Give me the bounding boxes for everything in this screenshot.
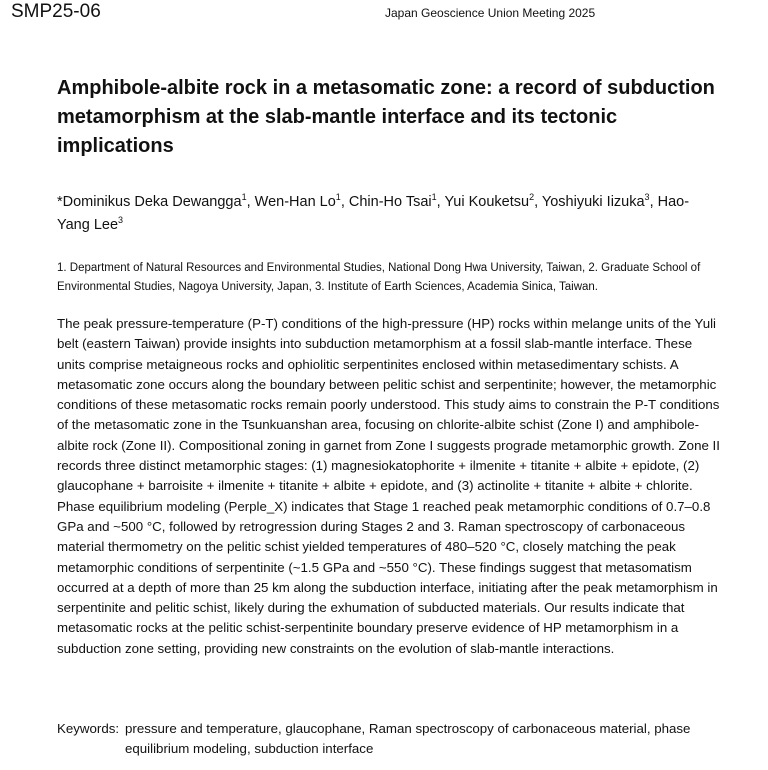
keywords-label: Keywords: bbox=[57, 721, 120, 736]
abstract-code: SMP25-06 bbox=[11, 1, 101, 22]
author bbox=[542, 194, 658, 210]
affiliations: 1. Department of Natural Resources and Environmental Studies, National Dong Hwa University, Taiwan, 2. Graduate School of Environmental Studies, Nagoya University, Japan, 3. Institute of Earth Sciences, Academia Sinica, Taiwan. bbox=[57, 262, 701, 293]
author-separator: , bbox=[246, 194, 255, 210]
author-affiliation-number: 2 bbox=[529, 192, 535, 202]
author bbox=[57, 194, 255, 210]
author-separator: , bbox=[534, 194, 542, 210]
author-name: Hao-Yang Lee bbox=[57, 194, 690, 233]
author bbox=[444, 194, 541, 210]
keywords-list: pressure and temperature, glaucophane, Raman spectroscopy of carbonaceous material, phase equilibrium modeling, subduction interface bbox=[125, 721, 691, 756]
author-affiliation-number: 1 bbox=[335, 192, 341, 202]
author-name: *Dominikus Deka Dewangga bbox=[57, 194, 242, 210]
author-name: Wen-Han Lo bbox=[254, 194, 336, 210]
author-affiliation-number: 3 bbox=[644, 192, 650, 202]
author bbox=[349, 194, 445, 210]
keywords bbox=[57, 719, 727, 759]
author-list bbox=[57, 191, 717, 237]
author-name: Yoshiyuki Iizuka bbox=[541, 194, 645, 210]
author-separator: , bbox=[649, 194, 658, 210]
meeting-name: Japan Geoscience Union Meeting 2025 bbox=[385, 6, 596, 20]
author-name: Yui Kouketsu bbox=[444, 194, 530, 210]
author-affiliation-number: 3 bbox=[118, 215, 124, 225]
author-affiliation-number: 1 bbox=[431, 192, 437, 202]
abstract-body: The peak pressure-temperature (P-T) conditions of the high-pressure (HP) rocks within melange units of the Yuli belt (eastern Taiwan) provide insights into subduction metamorphism at a fossil slab-mantle interface. These units comprise metaigneous rocks and ophiolitic serpentinites enclosed within metasedimentary schists. A metasomatic zone occurs along the boundary between pelitic schist and serpentinite; however, the metamorphic conditions of these metasomatic rocks remain poorly understood. This study aims to constrain the P-T conditions of the metasomatic zone in the Tsunkuanshan area, focusing on chlorite-albite schist (Zone I) and amphibole-albite rock (Zone II). Compositional zoning in garnet from Zone I suggests prograde metamorphic growth. Zone II records three distinct metamorphic stages: (1) magnesiokatophorite + ilmenite + titanite + albite + epidote, (2) glaucophane + barroisite + ilmenite + titanite + albite + epidote, and (3) actinolite + titanite + albite + chlorite. Phase equilibrium modeling (Perple_X) indicates that Stage 1 reached peak metamorphic conditions of 0.7–0.8 GPa and ~500 °C, followed by retrogression during Stages 2 and 3. Raman spectroscopy of carbonaceous material thermometry on the pelitic schist yielded temperatures of 480–520 °C, closely matching the peak metamorphic conditions of serpentinite (~1.5 GPa and ~550 °C). These findings suggest that metasomatism occurred at a depth of more than 25 km along the subduction interface, initiating after the peak metamorphism in serpentinite and pelitic schist, likely during the exhumation of subducted materials. Our results indicate that metasomatic rocks at the pelitic schist-serpentinite boundary preserve evidence of HP metamorphism in a subduction zone setting, providing new constraints on the evolution of slab-mantle interactions. bbox=[57, 316, 720, 656]
author-separator: , bbox=[436, 194, 445, 210]
paper-title: Amphibole-albite rock in a metasomatic zone: a record of subduction metamorphism at the slab-mantle interface and its tectonic implications bbox=[57, 77, 715, 157]
author-separator: , bbox=[340, 194, 349, 210]
author-name: Chin-Ho Tsai bbox=[348, 194, 432, 210]
author-affiliation-number: 1 bbox=[241, 192, 247, 202]
author bbox=[255, 194, 349, 210]
